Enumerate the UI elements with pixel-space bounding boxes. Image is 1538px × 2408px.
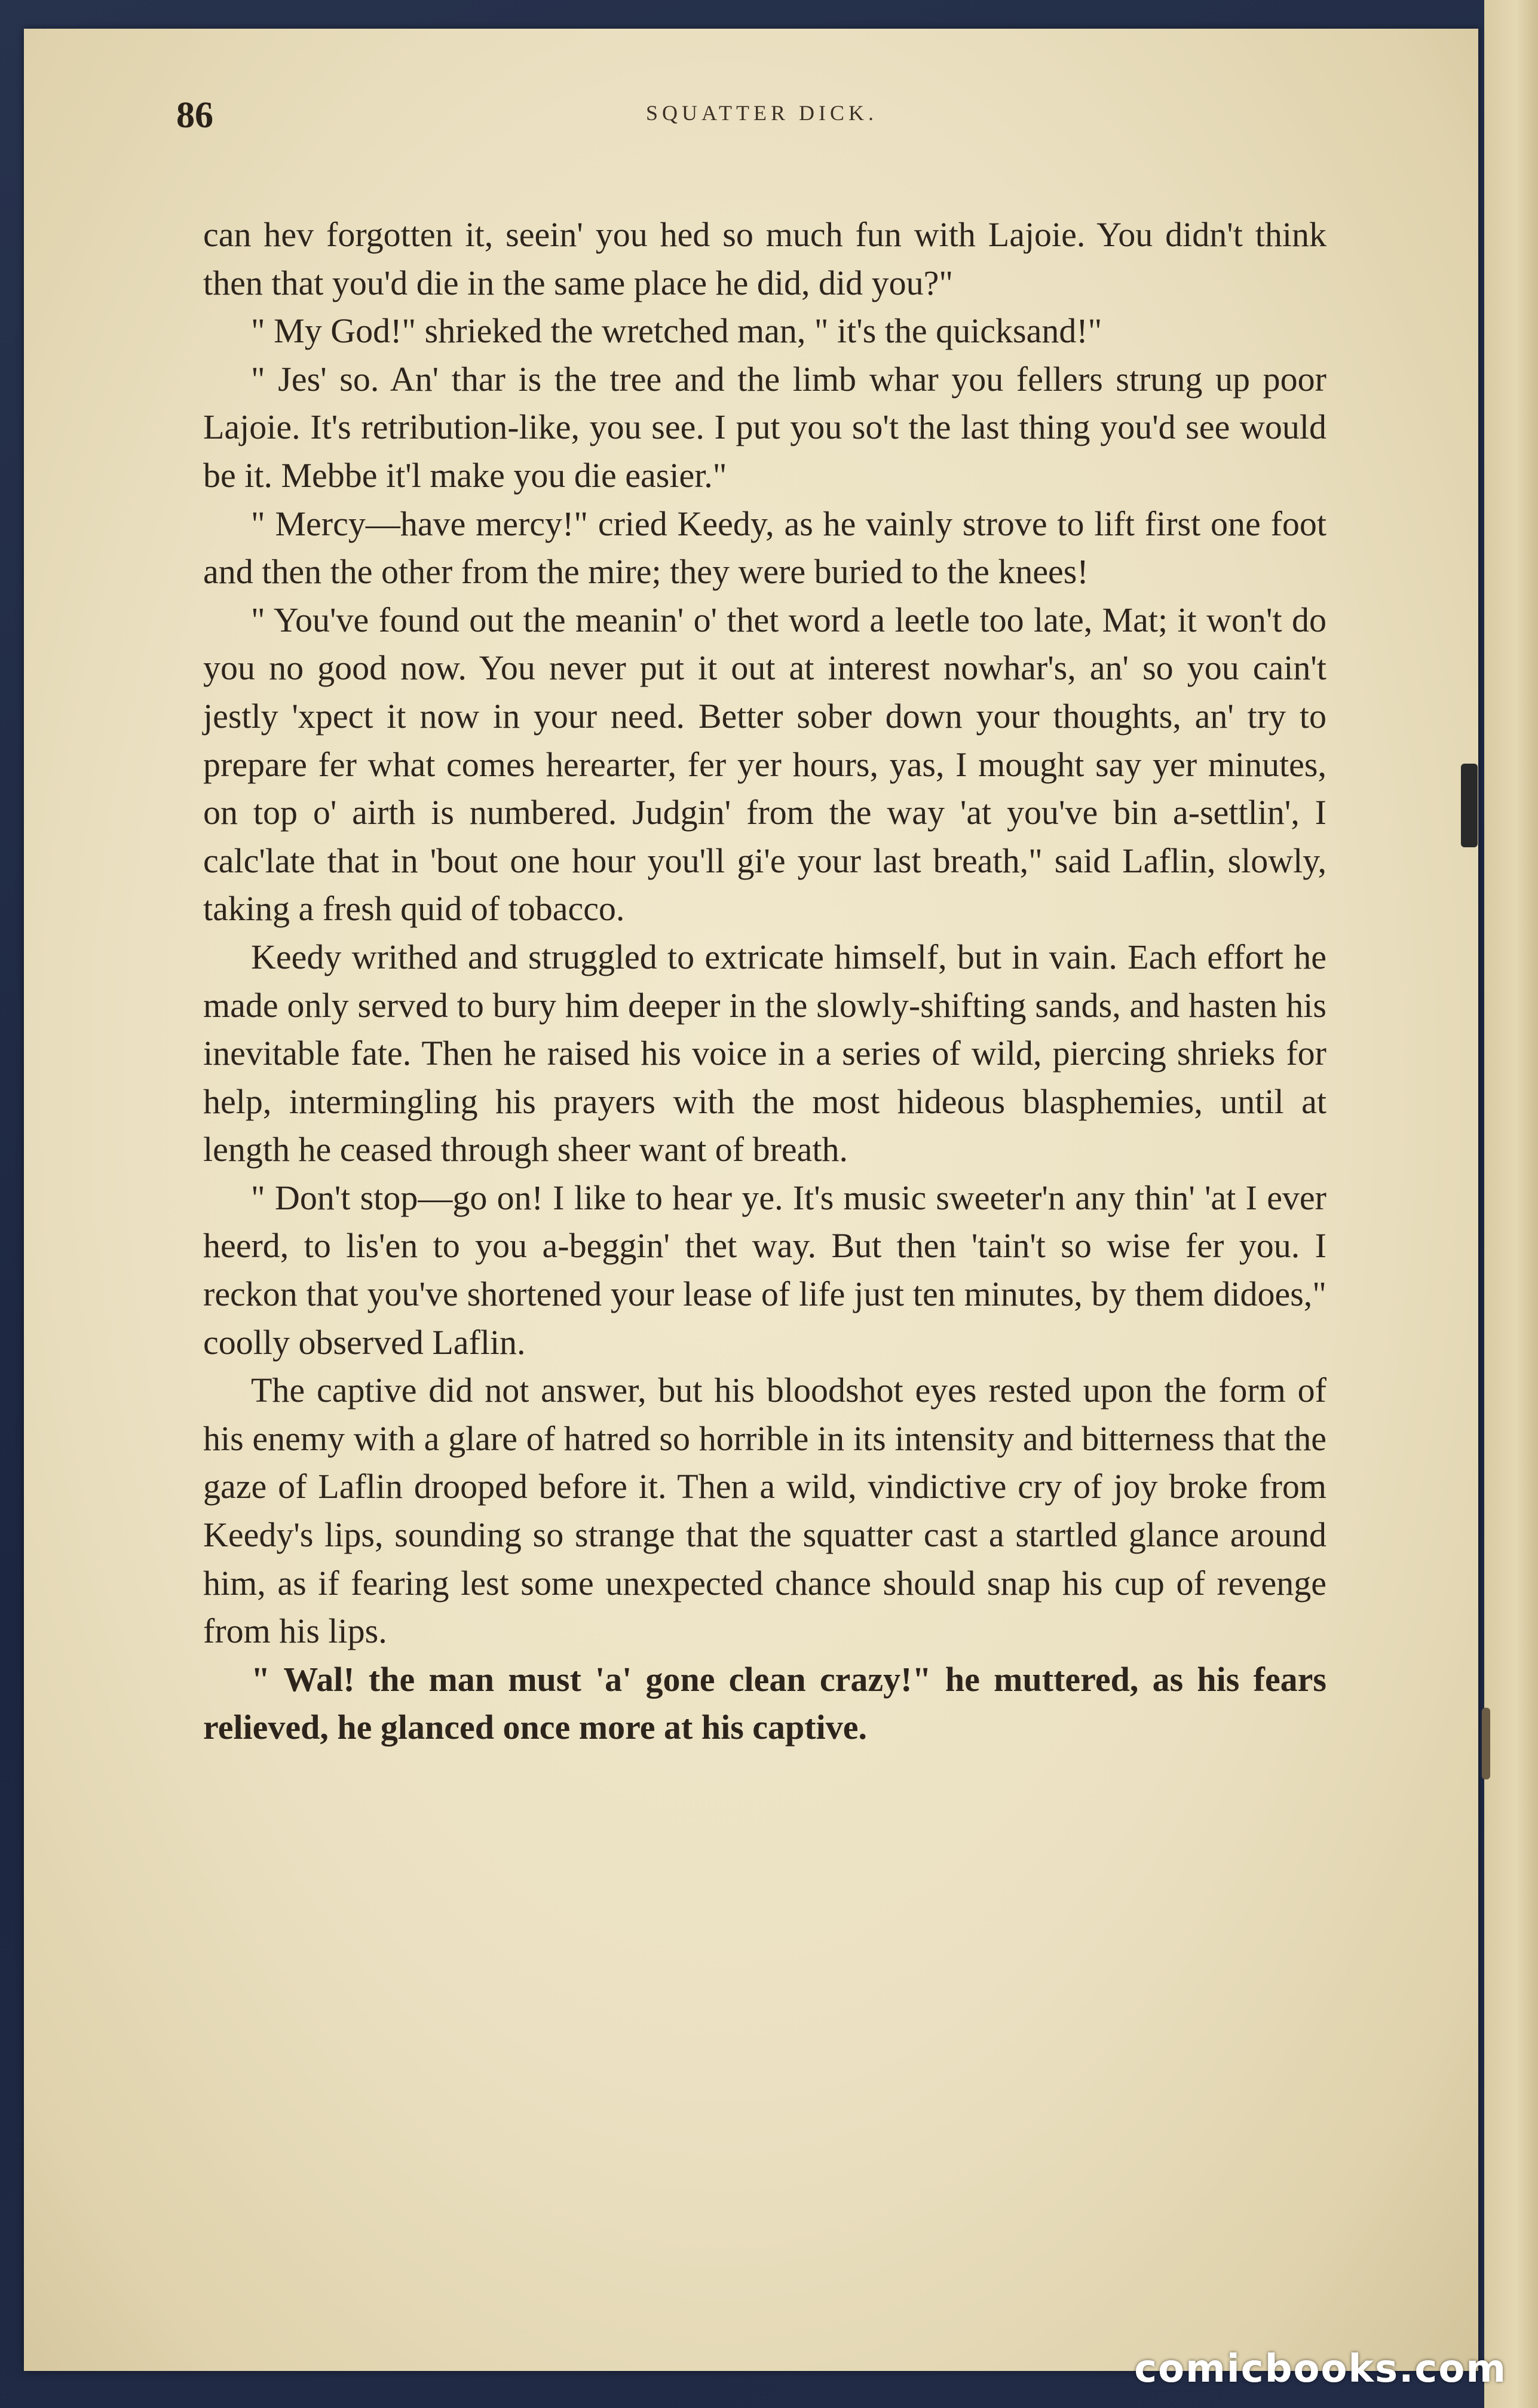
paragraph-3: " Jes' so. An' thar is the tree and the limb whar you fellers strung up poor Lajoie. It's retribution-like, you see. I put you so't the last thing you'd see would be it. Mebbe it'l make you die easier.": [203, 359, 1326, 495]
running-head: SQUATTER DICK.: [645, 101, 878, 125]
paragraph-4: " Mercy—have mercy!" cried Keedy, as he vainly strove to lift first one foot and then the other from the mire; they were buried to the knees!: [203, 504, 1326, 592]
paragraph-6: Keedy writhed and struggled to extricate himself, but in vain. Each effort he made only served to bury him deeper in the slowly-shifting sands, and hasten his inevitable fate. Then he raised his voice in a series of wild, piercing shrieks for help, intermingling his prayers with the most hideous blasphemies, until at length he ceased through sheer want of breath.: [203, 937, 1326, 1169]
page-damage-mark: [1482, 1708, 1490, 1779]
adjacent-page-edge: [1484, 0, 1538, 2408]
page-number: 86: [176, 95, 213, 136]
body-text: [203, 211, 1326, 1752]
paragraph-2: " My God!" shrieked the wretched man, " it's the quicksand!": [251, 311, 1102, 351]
paragraph-7: " Don't stop—go on! I like to hear ye. It's music sweeter'n any thin' 'at I ever heerd, to lis'en to you a-beggin' thet way. But then 'tain't so wise fer you. I reckon that you've shortened your lease of life just ten minutes, by them didoes," coolly observed Laflin.: [203, 1178, 1326, 1362]
watermark: comicbooks.com: [1134, 2347, 1507, 2391]
paragraph-5: " You've found out the meanin' o' thet word a leetle too late, Mat; it won't do you no good now. You never put it out at interest nowhar's, an' so you cain't jestly 'xpect it now in your need. Better sober down your thoughts, an' try to prepare fer what comes herearter, fer yer hours, yas, I mought say yer minutes, on top o' airth is numbered. Judgin' from the way 'at you've bin a-settlin', I calc'late that in 'bout one hour you'll gi'e your last breath," said Laflin, slowly, taking a fresh quid of tobacco.: [203, 600, 1326, 929]
paragraph-1: can hev forgotten it, seein' you hed so much fun with Lajoie. You didn't think then that you'd die in the same place he did, did you?": [203, 215, 1326, 302]
page-damage-mark: [1461, 764, 1478, 847]
paragraph-9: " Wal! the man must 'a' gone clean crazy!" he muttered, as his fears relieved, he glanced once more at his captive.: [203, 1659, 1326, 1747]
paragraph-8: The captive did not answer, but his bloodshot eyes rested upon the form of his enemy with a glare of hatred so horrible in its intensity and bitterness that the gaze of Laflin drooped before it. Then a wild, vindictive cry of joy broke from Keedy's lips, sounding so strange that the squatter cast a startled glance around him, as if fearing lest some unexpected chance should snap his cup of revenge from his lips.: [203, 1371, 1326, 1651]
book-page: [24, 29, 1478, 2371]
page-header: [176, 94, 1347, 148]
